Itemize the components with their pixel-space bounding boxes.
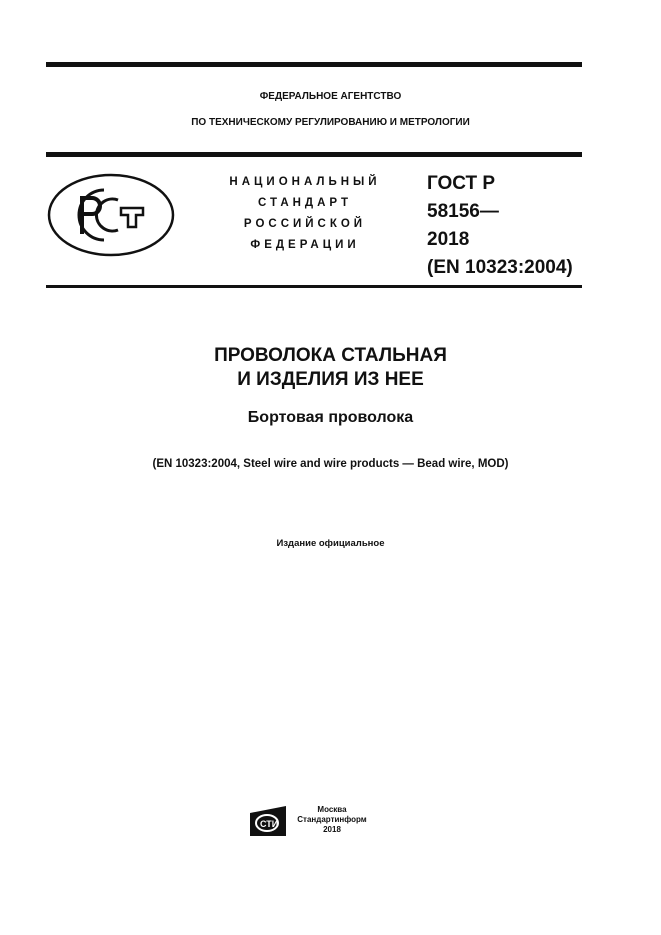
designation-line: 2018 [427, 229, 470, 250]
document-subtitle: Бортовая проволока [247, 409, 414, 426]
standard-type [210, 172, 400, 256]
designation-line: ГОСТ Р [427, 173, 496, 194]
publisher-city: Москва [317, 805, 347, 814]
publisher-name: Стандартинформ [297, 815, 367, 824]
designation-line: (EN 10323:2004) [427, 257, 573, 278]
agency-line-2: ПО ТЕХНИЧЕСКОМУ РЕГУЛИРОВАНИЮ И МЕТРОЛОГИИ [191, 117, 470, 128]
svg-text:СТИ: СТИ [260, 819, 279, 829]
standard-type-line: НАЦИОНАЛЬНЫЙ [229, 176, 381, 188]
title-line: И ИЗДЕЛИЯ ИЗ НЕЕ [237, 369, 424, 390]
agency-line-1: ФЕДЕРАЛЬНОЕ АГЕНТСТВО [259, 91, 402, 102]
edition-note: Издание официальное [276, 538, 385, 549]
gost-logo-icon [46, 172, 176, 258]
publisher-info [292, 805, 372, 835]
designation-line: 58156— [427, 201, 499, 222]
publisher-year: 2018 [323, 825, 341, 834]
standard-type-line: ФЕДЕРАЦИИ [250, 239, 360, 251]
divider [46, 62, 582, 67]
publisher-logo-icon [249, 805, 287, 837]
divider [46, 152, 582, 157]
title-line: ПРОВОЛОКА СТАЛЬНАЯ [214, 345, 447, 366]
reference-standard: (EN 10323:2004, Steel wire and wire products — Bead wire, MOD) [152, 458, 509, 470]
designation [427, 170, 573, 282]
divider [46, 285, 582, 288]
standard-type-line: СТАНДАРТ [258, 197, 352, 209]
document-title [0, 344, 661, 392]
standard-type-line: РОССИЙСКОЙ [243, 218, 367, 230]
